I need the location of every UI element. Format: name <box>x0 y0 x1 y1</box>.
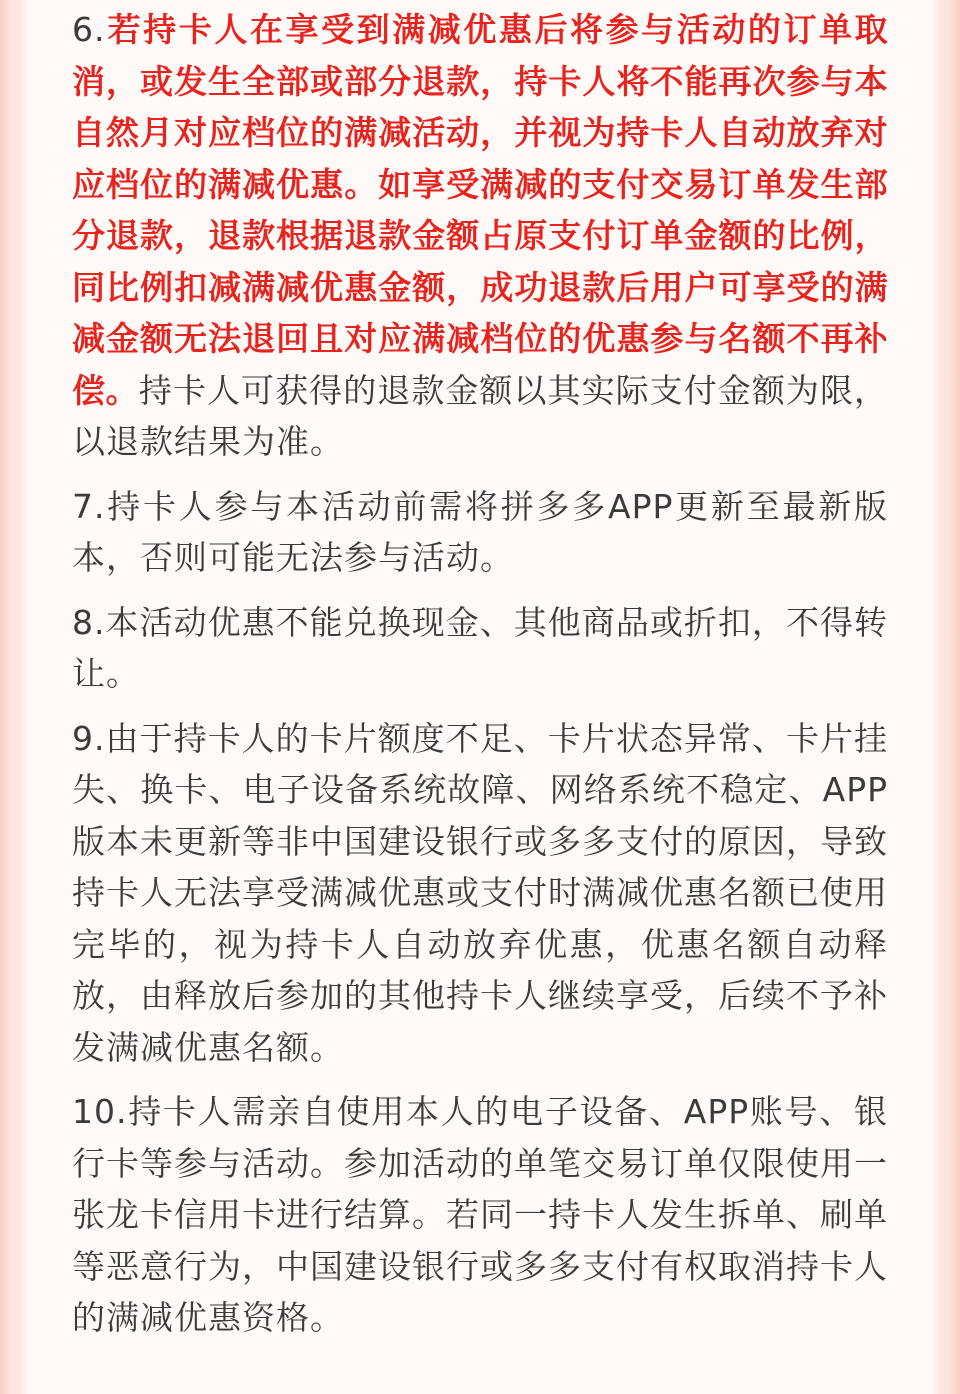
rule-text: 由于持卡人的卡片额度不足、卡片状态异常、卡片挂失、换卡、电子设备系统故障、网络系统不稳定、APP版本未更新等非中国建设银行或多多支付的原因，导致持卡人无法享受满减优惠或支付时满减优惠名额已使用完毕的，视为持卡人自动放弃优惠，优惠名额自动释放，由释放后参加的其他持卡人继续享受，后续不予补发满减优惠名额。 <box>72 718 888 1067</box>
rule-number: 8. <box>72 602 106 642</box>
rule-item-8 <box>72 597 888 700</box>
rule-text: 持卡人可获得的退款金额以其实际支付金额为限，以退款结果为准。 <box>72 370 888 461</box>
rule-item-9 <box>72 713 888 1074</box>
rule-number: 9. <box>72 718 106 758</box>
rule-text: 本活动优惠不能兑换现金、其他商品或折扣，不得转让。 <box>72 602 888 693</box>
rule-number: 10. <box>72 1092 128 1131</box>
rule-item-7 <box>72 481 888 584</box>
rule-text: 持卡人参与本活动前需将拼多多APP更新至最新版本，否则可能无法参与活动。 <box>72 486 888 577</box>
rule-highlight: 若持卡人在享受到满减优惠后将参与活动的订单取消，或发生全部或部分退款，持卡人将不能再次参与本自然月对应档位的满减活动，并视为持卡人自动放弃对应档位的满减优惠。如享受满减的支付交易订单发生部分退款，退款根据退款金额占原支付订单金额的比例，同比例扣减满减优惠金额，成功退款后用户可享受的满减金额无法退回且对应满减档位的优惠参与名额不再补偿。 <box>72 10 888 410</box>
rules-content <box>72 4 888 1357</box>
rule-text: 持卡人需亲自使用本人的电子设备、APP账号、银行卡等参与活动。参加活动的单笔交易订单仅限使用一张龙卡信用卡进行结算。若同一持卡人发生拆单、刷单等恶意行为，中国建设银行或多多支付有权取消持卡人的满减优惠资格。 <box>72 1092 888 1337</box>
rule-number: 7. <box>72 486 106 526</box>
rule-item-6 <box>72 4 888 468</box>
rule-number: 6. <box>72 10 106 49</box>
rule-item-10 <box>72 1086 888 1344</box>
